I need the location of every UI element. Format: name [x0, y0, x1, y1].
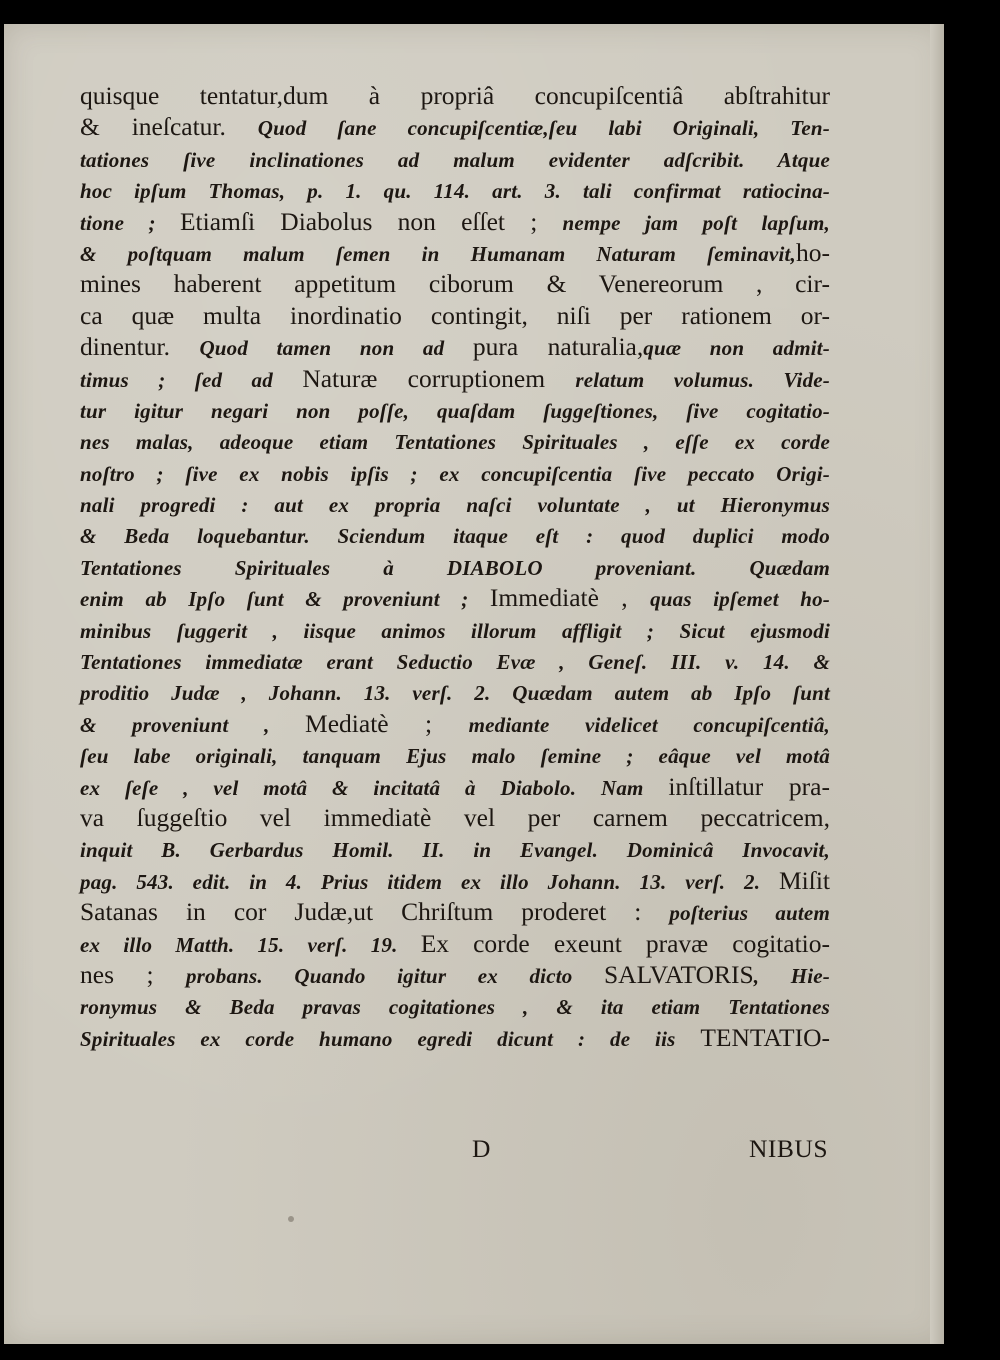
roman-segment: Satanas in cor Judæ,ut Chriſtum proderet : — [80, 897, 670, 927]
text-line — [80, 268, 830, 299]
italic-segment: & proveniunt , — [80, 712, 306, 737]
catchword: NIBUS — [748, 1134, 828, 1163]
roman-segment: Miſit — [778, 865, 830, 895]
text-line — [80, 143, 830, 174]
italic-segment: pag. 543. edit. in 4. Prius itidem ex illo Johann. 13. verſ. 2. — [80, 869, 779, 894]
roman-segment: ho- — [796, 237, 830, 267]
roman-segment: inſtillatur pra- — [668, 771, 830, 801]
italic-segment: noſtro ; ſive ex nobis ipſis ; ex concupiſcentia ſive peccato Origi- — [80, 461, 830, 486]
book-page — [4, 24, 944, 1344]
text-line — [80, 771, 830, 802]
text-line — [80, 300, 830, 331]
roman-segment: Mediatè ; — [305, 708, 469, 738]
roman-segment: & ineſcatur. — [80, 112, 258, 142]
text-line — [80, 206, 830, 237]
text-line — [80, 111, 830, 142]
italic-segment: nempe jam poſt lapſum, — [562, 210, 830, 235]
ink-smudge — [288, 1216, 294, 1222]
italic-segment: poſterius autem — [669, 901, 830, 926]
italic-segment: Quod ſane concupiſcentiæ,ſeu labi Originali, Ten- — [257, 116, 830, 141]
text-line — [80, 80, 830, 111]
text-line — [80, 614, 830, 645]
roman-segment: va ſuggeſtio vel immediatè vel per carnem peccatricem, — [80, 802, 830, 832]
text-line — [80, 959, 830, 990]
roman-segment: mines haberent appetitum ciborum & Venereorum , cir- — [80, 269, 830, 299]
roman-segment: Immediatè , — [489, 583, 651, 613]
italic-segment: nes malas, adeoque etiam Tentationes Spirituales , eſſe ex corde — [80, 430, 830, 455]
roman-segment: TENTATIO- — [700, 1022, 830, 1052]
roman-segment: nes ; — [80, 959, 186, 989]
roman-segment: dinentur. — [80, 332, 200, 362]
italic-segment: Tentationes Spirituales à DIABOLO proveniant. Quædam — [80, 555, 830, 580]
text-line — [80, 928, 830, 959]
text-line — [80, 363, 830, 394]
text-line — [80, 174, 830, 205]
italic-segment: Tentationes immediatæ erant Seductio Evæ , Geneſ. III. v. 14. & — [80, 650, 830, 675]
italic-segment: relatum volumus. Vide- — [575, 367, 830, 392]
italic-segment: inquit B. Gerbardus Homil. II. in Evangel. Dominicâ Invocavit, — [80, 838, 830, 863]
italic-segment: nali progredi : aut ex propria naſci voluntate , ut Hieronymus — [80, 493, 830, 518]
italic-segment: tione ; — [80, 210, 180, 235]
text-line — [80, 896, 830, 927]
italic-segment: timus ; ſed ad — [80, 367, 303, 392]
italic-segment: tur igitur negari non poſſe, quaſdam ſuggeſtiones, ſive cogitatio- — [80, 398, 830, 423]
roman-segment: SALVATORIS — [603, 959, 754, 989]
italic-segment: & poſtquam malum ſemen in Humanam Naturam ſeminavit, — [80, 241, 796, 266]
page-edge — [930, 24, 944, 1344]
italic-segment: proditio Judæ , Johann. 13. verſ. 2. Quædam autem ab Ipſo ſunt — [80, 681, 830, 706]
italic-segment: & Beda loquebantur. Sciendum itaque eſt : quod duplici modo — [80, 524, 830, 549]
text-line — [80, 394, 830, 425]
roman-segment: quisque tentatur,dum à propriâ concupiſcentiâ abſtrahitur — [80, 81, 830, 110]
italic-segment: enim ab Ipſo ſunt & proveniunt ; — [80, 587, 490, 612]
page-footer — [80, 1134, 830, 1168]
text-line — [80, 331, 830, 362]
text-line — [80, 488, 830, 519]
italic-segment: tationes ſive inclinationes ad malum evidenter adſcribit. Atque — [80, 147, 830, 172]
text-line — [80, 802, 830, 833]
text-line — [80, 676, 830, 707]
text-line — [80, 457, 830, 488]
signature-mark: D — [472, 1134, 491, 1163]
italic-segment: ſeu labe originali, tanquam Ejus malo ſemine ; eâque vel motâ — [80, 744, 830, 769]
italic-segment: ronymus & Beda pravas cogitationes , & ita etiam Tentationes — [80, 995, 830, 1020]
text-line — [80, 519, 830, 550]
text-line — [80, 645, 830, 676]
italic-segment: Spirituales ex corde humano egredi dicunt : de iis — [80, 1026, 701, 1051]
text-line — [80, 990, 830, 1021]
text-line — [80, 551, 830, 582]
roman-segment: Ex corde exeunt pravæ cogitatio- — [420, 928, 830, 958]
italic-segment: Quod tamen non ad — [199, 336, 473, 361]
text-line — [80, 1022, 830, 1053]
text-line — [80, 237, 830, 268]
italic-segment: ex illo Matth. 15. verſ. 19. — [80, 932, 421, 957]
italic-segment: quas ipſemet ho- — [650, 587, 830, 612]
italic-segment: , Hie- — [753, 963, 830, 988]
italic-segment: mediante videlicet concupiſcentiâ, — [468, 712, 830, 737]
text-line — [80, 708, 830, 739]
roman-segment: Etiamſi Diabolus non eſſet ; — [179, 206, 563, 236]
text-line — [80, 425, 830, 456]
text-line — [80, 582, 830, 613]
text-line — [80, 739, 830, 770]
text-line — [80, 865, 830, 896]
italic-segment: quæ non admit- — [643, 336, 830, 361]
roman-segment: Naturæ corruptionem — [302, 363, 576, 393]
italic-segment: ex ſeſe , vel motâ & incitatâ à Diabolo. Nam — [80, 775, 669, 800]
text-line — [80, 833, 830, 864]
italic-segment: hoc ipſum Thomas, p. 1. qu. 114. art. 3. tali confirmat ratiocina- — [80, 179, 830, 204]
italic-segment: minibus ſuggerit , iisque animos illorum affligit ; Sicut ejusmodi — [80, 618, 830, 643]
italic-segment: probans. Quando igitur ex dicto — [185, 963, 604, 988]
body-text — [80, 80, 830, 1053]
roman-segment: ca quæ multa inordinatio contingit, niſi per rationem or- — [80, 300, 830, 330]
roman-segment: pura naturalia, — [472, 332, 644, 362]
